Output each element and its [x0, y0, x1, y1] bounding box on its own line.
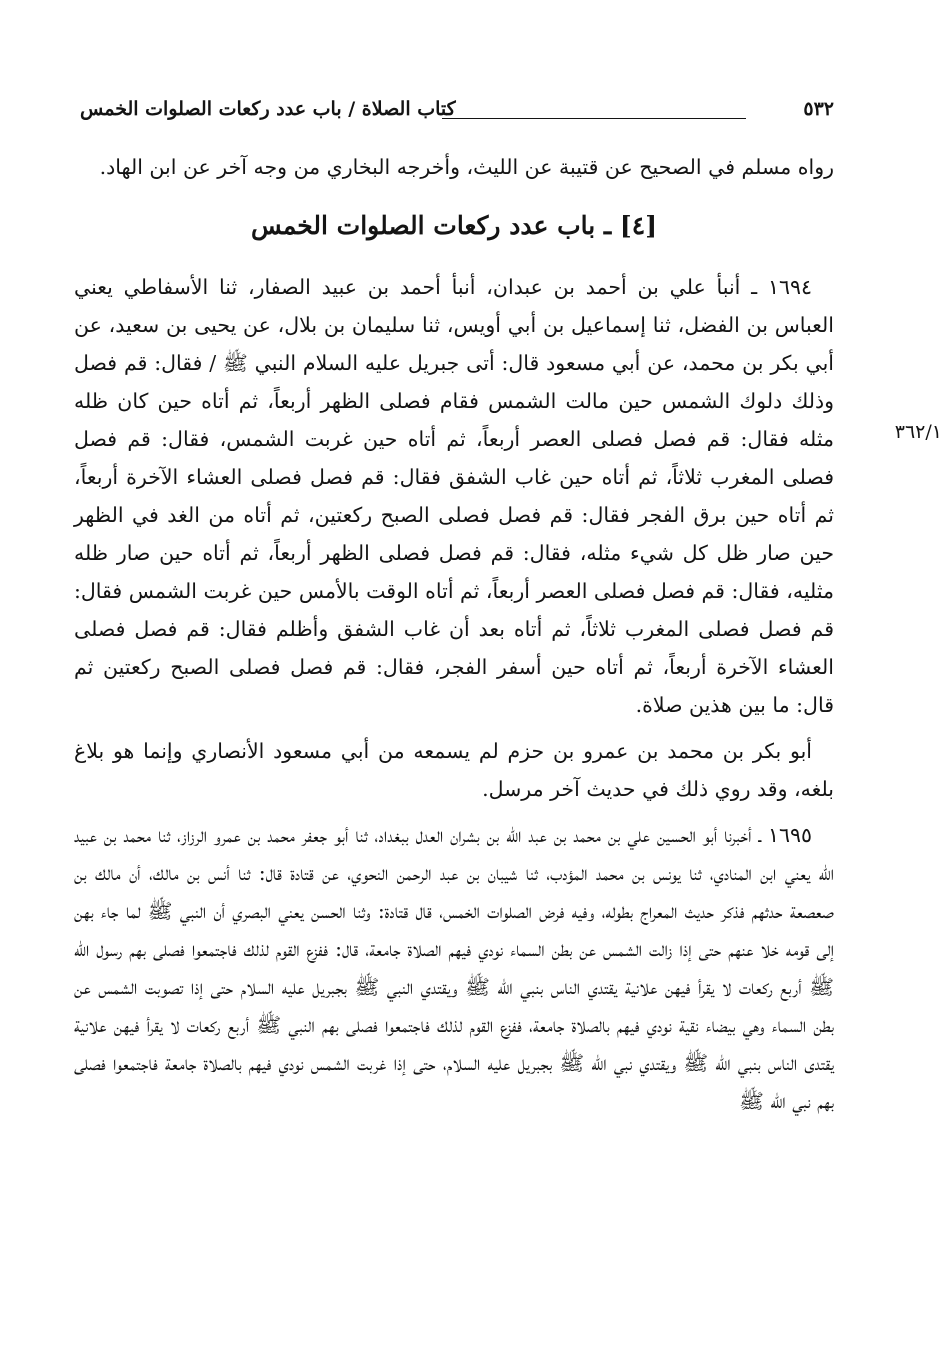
margin-volume-page-marker: ٣٦٢/١	[894, 421, 942, 443]
hadith-1694: ١٦٩٤ ـ أنبأ علي بن أحمد بن عبدان، أنبأ أحمد بن عبيد الصفار، ثنا الأسفاطي يعني العباس بن الفضل، ثنا إسماعيل بن أبي أويس، ثنا سليمان بن بلال، عن يحيى بن سعيد، عن أبي بكر بن محمد، عن أبي مسعود قال: أتى جبريل عليه السلام النبي ﷺ / فقال: قم فصل وذلك دلوك الشمس حين مالت الشمس فقام فصلى الظهر أربعاً، ثم أتاه حين كان ظله مثله فقال: قم فصل فصلى العصر أربعاً، ثم أتاه حين غربت الشمس، فقال: قم فصل فصلى المغرب ثلاثاً، ثم أتاه حين غاب الشفق فقال: قم فصل فصلى العشاء الآخرة أربعاً، ثم أتاه حين برق الفجر فقال: قم فصل فصلى الصبح ركعتين، ثم أتاه من الغد في الظهر حين صار ظل كل شيء مثله، فقال: قم فصل فصلى الظهر أربعاً، ثم أتاه حين صار ظله مثليه، فقال: قم فصل فصلى العصر أربعاً، ثم أتاه الوقت بالأمس حين غربت الشمس فقال: قم فصل فصلى المغرب ثلاثاً، ثم أتاه بعد أن غاب الشفق وأظلم فقال: قم فصل فصلى العشاء الآخرة أربعاً، ثم أتاه حين أسفر الفجر، فقال: قم فصل فصلى الصبح ركعتين ثم قال: ما بين هذين صلاة.	[74, 275, 834, 717]
page-body	[74, 148, 834, 1120]
commentary-paragraph: أبو بكر بن محمد بن عمرو بن حزم لم يسمعه من أبي مسعود الأنصاري وإنما هو بلاغ بلغه، وقد روي ذلك في حديث آخر مرسل.	[74, 739, 834, 801]
section-heading: [٤] ـ باب عدد ركعات الصلوات الخمس	[250, 211, 658, 240]
page-number: ٥٣٢	[803, 98, 834, 120]
intro-paragraph: رواه مسلم في الصحيح عن قتيبة عن الليث، وأخرجه البخاري من وجه آخر عن ابن الهاد.	[99, 155, 834, 179]
hadith-1695: ١٦٩٥ ـ أخبرنا أبو الحسين علي بن محمد بن عبد الله بن بشران العدل ببغداد، ثنا أبو جعفر محمد بن عمرو الرزاز، ثنا محمد بن عبيد الله يعني ابن المنادي، ثنا يونس بن محمد المؤدب، ثنا شيبان بن عبد الرحمن النحوي، عن قتادة قال: ثنا أنس بن مالك، أن مالك بن صعصعة حدثهم فذكر حديث المعراج بطوله، وفيه فرض الصلوات الخمس، قال قتادة: وثنا الحسن يعني البصري أن النبي ﷺ لما جاء بهن إلى قومه خلا عنهم حتى إذا زالت الشمس عن بطن السماء نودي فيهم الصلاة جامعة، قال: ففزع القوم لذلك فاجتمعوا فصلى بهم رسول الله ﷺ أربع ركعات لا يقرأ فيهن علانية يقتدي الناس بنبي الله ﷺ ويقتدي النبي ﷺ بجبريل عليه السلام حتى إذا تصوبت الشمس عن بطن السماء وهي بيضاء نقية نودي فيهم بالصلاة جامعة، ففزع القوم لذلك فاجتمعوا فصلى بهم النبي ﷺ أربع ركعات لا يقرأ فيهن علانية يقتدى الناس بنبي الله ﷺ ويقتدي نبي الله ﷺ بجبريل عليه السلام، حتى إذا غربت الشمس نودي فيهم بالصلاة جامعة فاجتمعوا فصلى بهم نبي الله ﷺ	[74, 823, 834, 1113]
header-rule	[442, 118, 746, 119]
running-header	[80, 96, 834, 126]
header-title: كتاب الصلاة / باب عدد ركعات الصلوات الخمس	[80, 98, 456, 120]
